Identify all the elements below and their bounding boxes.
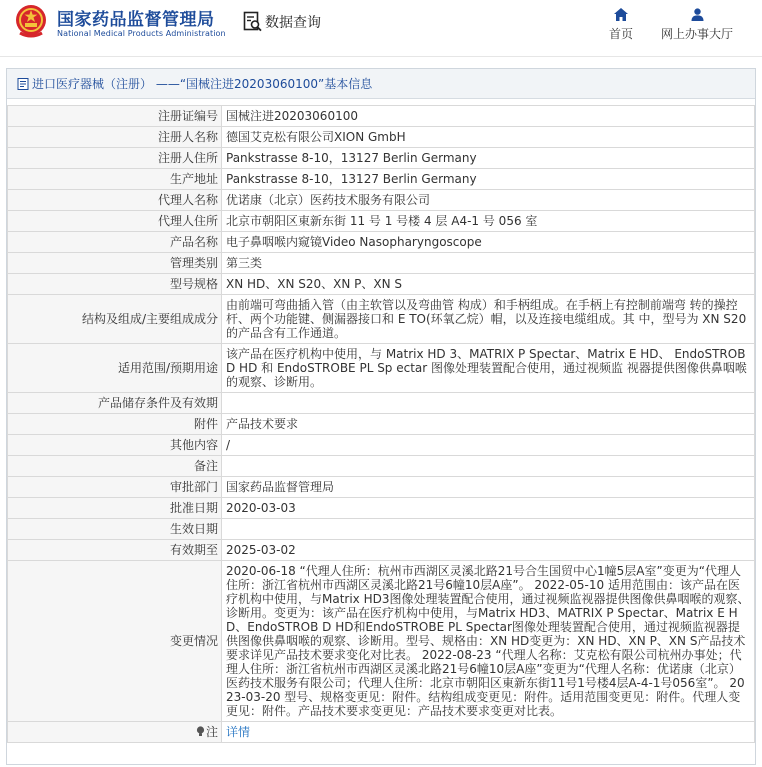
table-row [8,232,755,253]
table-row-note [8,722,755,743]
field-label: 有效期至 [8,540,222,561]
table-row [8,477,755,498]
table-row [8,148,755,169]
panel-title-bar [7,69,755,99]
table-row [8,561,755,722]
field-value [222,456,755,477]
field-label: 产品名称 [8,232,222,253]
table-row [8,498,755,519]
field-value: 国家药品监督管理局 [222,477,755,498]
table-row [8,106,755,127]
details-link[interactable]: 详情 [226,725,251,739]
table-row [8,274,755,295]
table-row [8,344,755,393]
field-value: 北京市朝阳区東新东街 11 号 1 号楼 4 层 A4-1 号 056 室 [222,211,755,232]
bulb-icon [196,726,205,737]
note-label: 注 [205,725,218,739]
nav-home-label: 首页 [608,27,633,41]
table-row [8,519,755,540]
table-row [8,253,755,274]
field-value: 由前端可弯曲插入管（由主软管以及弯曲管 构成）和手柄组成。在手柄上有控制前端弯 转的操控杆、两个功能键、侧漏器接口和 E TO(环氧乙烷）帽，以及连接电缆组成。其 中，型号为 XN S20 的产品含有工作通道。 [222,295,755,344]
table-row [8,435,755,456]
table-row [8,211,755,232]
info-table [7,105,755,743]
table-row [8,127,755,148]
field-value: Pankstrasse 8-10，13127 Berlin Germany [222,148,755,169]
site-header [0,0,762,56]
brand-title-cn: 国家药品监督管理局 [57,10,215,30]
field-label: 其他内容 [8,435,222,456]
table-row [8,169,755,190]
field-value [222,519,755,540]
user-icon [691,8,704,21]
brand-title-en: National Medical Products Administration [57,29,226,38]
table-row [8,540,755,561]
field-label: 审批部门 [8,477,222,498]
table-row [8,393,755,414]
note-value-cell [222,722,755,743]
table-row [8,414,755,435]
data-query-icon [243,11,263,33]
field-value: 2025-03-02 [222,540,755,561]
panel-title: 进口医疗器械（注册） ——“国械注进20203060100”基本信息 [32,77,373,91]
national-emblem-icon [14,3,48,39]
table-row [8,190,755,211]
nav-home[interactable] [605,8,637,44]
field-label: 备注 [8,456,222,477]
table-row [8,295,755,344]
field-label: 结构及组成/主要组成成分 [8,295,222,344]
field-value: 德国艾克松有限公司XION GmbH [222,127,755,148]
field-label: 变更情况 [8,561,222,722]
table-row [8,456,755,477]
field-label: 注册证编号 [8,106,222,127]
field-value: / [222,435,755,456]
nav-hall-label: 网上办事大厅 [660,27,733,41]
field-value: 产品技术要求 [222,414,755,435]
field-value: 电子鼻咽喉内窥镜Video Nasopharyngoscope [222,232,755,253]
field-label: 管理类别 [8,253,222,274]
note-label-cell [8,722,222,743]
field-value: 第三类 [222,253,755,274]
field-value: 优诺康（北京）医药技术服务有限公司 [222,190,755,211]
field-value: XN HD、XN S20、XN P、XN S [222,274,755,295]
field-value: 2020-06-18 “代理人住所：杭州市西湖区灵溪北路21号合生国贸中心1幢5层A室”变更为“代理人住所：浙江省杭州市西湖区灵溪北路21号6幢10层A座”。 2022-05-10 适用范围由：该产品在医疗机构中使用，与Matrix HD3图像处理装置配合使用，通过视频监视器提供图像供鼻咽喉的观察、诊断用。变更为：该产品在医疗机构中使用，与Matrix HD3、MATRIX P Spectar、Matrix E HD、EndoSTROB D HD和EndoSTROBE PL Spectar图像处理装置配合使用，通过视频监视器提供图像供鼻咽喉的观察、诊断用。型号、规格由：XN HD变更为：XN HD、XN P、XN S产品技术要求详见产品技术要求变化对比表。 2022-08-23 “代理人名称：艾克松有限公司杭州办事处；代理人住所：浙江省杭州市西湖区灵溪北路21号6幢10层A座”变更为“代理人名称：优诺康（北京）医药技术服务有限公司；代理人住所：北京市朝阳区東新东街11号1号楼4层A-4-1号056室”。 2023-03-20 型号、规格变更见：附件。结构组成变更见：附件。适用范围变更见：附件。代理人变更见：附件。产品技术要求变更见：产品技术要求变更对比表。 [222,561,755,722]
field-label: 产品储存条件及有效期 [8,393,222,414]
field-value: 国械注进20203060100 [222,106,755,127]
field-label: 批准日期 [8,498,222,519]
field-label: 型号规格 [8,274,222,295]
nav-online-service-hall[interactable] [657,8,737,44]
field-label: 附件 [8,414,222,435]
data-query-link[interactable] [243,11,321,33]
field-label: 注册人住所 [8,148,222,169]
detail-panel [6,68,756,765]
field-label: 代理人名称 [8,190,222,211]
field-value: 2020-03-03 [222,498,755,519]
field-value [222,393,755,414]
field-label: 生产地址 [8,169,222,190]
field-label: 生效日期 [8,519,222,540]
field-label: 代理人住所 [8,211,222,232]
data-query-label: 数据查询 [265,15,321,31]
header-divider [0,56,762,57]
field-value: Pankstrasse 8-10，13127 Berlin Germany [222,169,755,190]
field-label: 注册人名称 [8,127,222,148]
home-icon [614,8,628,21]
document-icon [17,78,29,90]
field-label: 适用范围/预期用途 [8,344,222,393]
field-value: 该产品在医疗机构中使用，与 Matrix HD 3、MATRIX P Spectar、Matrix E HD、 EndoSTROB D HD 和 EndoSTROBE PL Sp ectar 图像处理装置配合使用，通过视频监 视器提供图像供鼻咽喉的观察、诊断用。 [222,344,755,393]
